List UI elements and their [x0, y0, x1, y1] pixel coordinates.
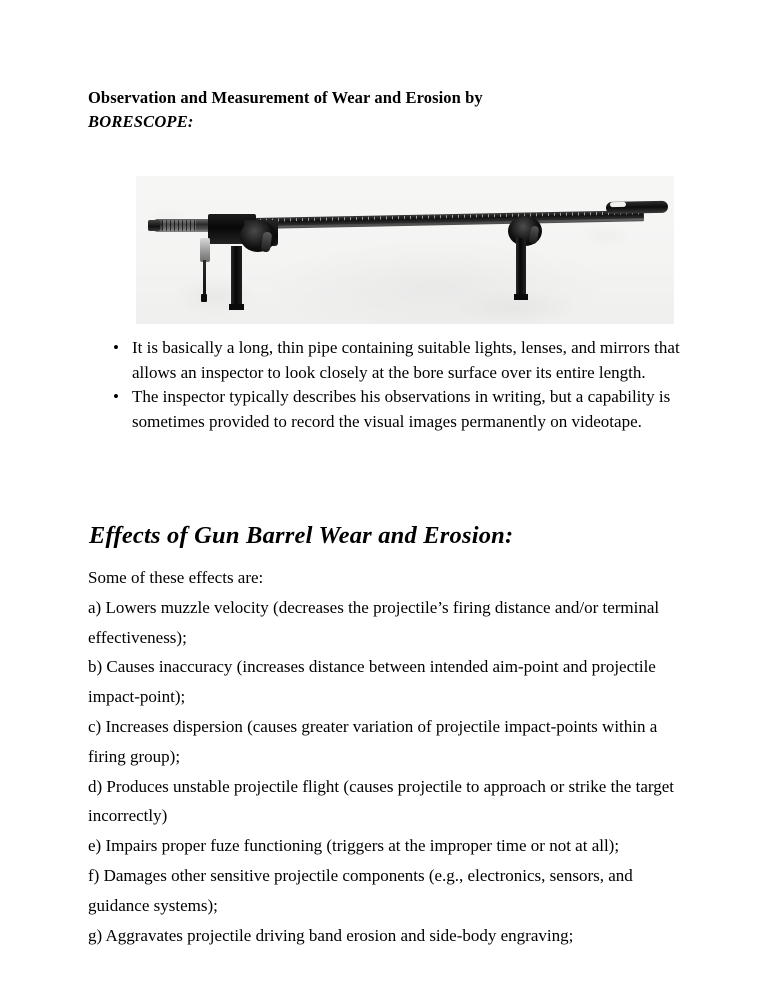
right-support-foot [514, 294, 528, 300]
right-clamp-knob [528, 225, 539, 244]
left-support-foot [229, 304, 244, 310]
plunger-handle [200, 238, 210, 262]
effect-item-d: d) Produces unstable projectile flight (causes projectile to approach or strike the target incorrectly) [88, 776, 674, 826]
eyepiece-cap [148, 220, 160, 231]
effects-intro: Some of these effects are: [88, 568, 264, 587]
photo-canvas [136, 176, 674, 324]
page-title-line-1: Observation and Measurement of Wear and Erosion by [88, 88, 483, 107]
section-heading-effects: Effects of Gun Barrel Wear and Erosion: [89, 522, 514, 549]
effect-item-a: a) Lowers muzzle velocity (decreases the projectile’s firing distance and/or terminal effectiveness); [88, 597, 660, 647]
borescope-bullet-list [88, 336, 688, 434]
cable-tip [201, 294, 207, 302]
effect-item-c: c) Increases dispersion (causes greater variation of projectile impact-points within a firing group); [88, 716, 658, 766]
list-item-text: It is basically a long, thin pipe containing suitable lights, lenses, and mirrors that allows an inspector to look closely at the bore surface over its entire length. [132, 338, 680, 382]
effects-body [88, 563, 688, 950]
effect-item-e: e) Impairs proper fuze functioning (triggers at the improper time or not at all); [88, 836, 620, 856]
effect-item-g: g) Aggravates projectile driving band erosion and side-body engraving; [88, 925, 574, 945]
list-item-text: The inspector typically describes his observations in writing, but a capability is sometimes provided to record the visual images permanently on videotape. [132, 387, 671, 431]
eyepiece-knurling [162, 220, 196, 231]
bullet-marker-icon: • [113, 387, 119, 406]
left-clamp-knob [261, 231, 273, 252]
hanging-cable [203, 260, 206, 298]
list-item [88, 385, 688, 434]
borescope-photo [136, 176, 674, 324]
photo-grain [136, 176, 674, 324]
effect-item-f: f) Damages other sensitive projectile components (e.g., electronics, sensors, and guidance systems); [88, 865, 633, 915]
right-support-post [516, 238, 526, 298]
page-title-line-2: BORESCOPE: [88, 112, 194, 131]
page-title [88, 86, 688, 134]
bullet-marker-icon: • [113, 338, 119, 357]
effect-item-b: b) Causes inaccuracy (increases distance between intended aim-point and projectile impact-point); [88, 657, 656, 707]
list-item [88, 336, 688, 385]
tube-tip-highlight [610, 202, 626, 207]
left-support-post [231, 246, 242, 308]
